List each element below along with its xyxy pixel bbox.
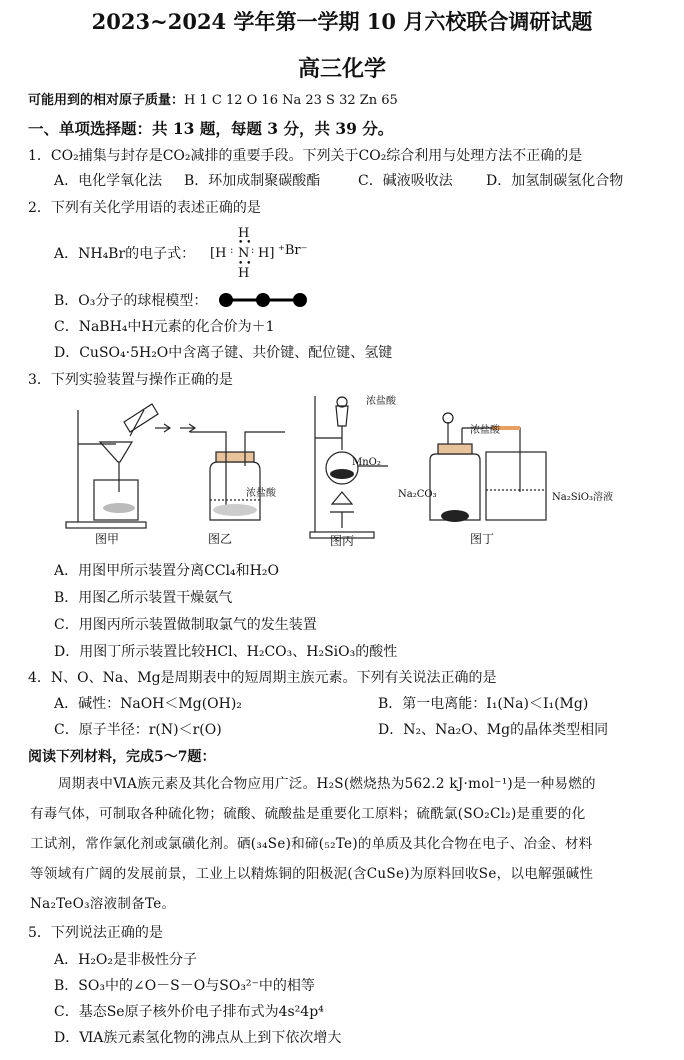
q1-option-a: A．电化学氧化法 (54, 173, 163, 189)
q5-stem: 5．下列说法正确的是 (28, 925, 163, 941)
fig-bing-conc-hcl: 浓盐酸 (366, 396, 396, 407)
fig-ding-conc-hcl: 浓盐酸 (470, 425, 500, 436)
fig-label-yi: 图乙 (208, 532, 233, 546)
q2-stem: 2．下列有关化学用语的表述正确的是 (28, 200, 261, 216)
atomic-masses-label: 可能用到的相对原子质量： (28, 93, 185, 108)
fig-yi-conc-hcl: 浓盐酸 (246, 488, 276, 499)
atomic-masses (28, 92, 398, 110)
q3-option-d: D．用图丁所示装置比较HCl、H₂CO₃、H₂SiO₃的酸性 (54, 644, 398, 660)
fig-label-bing: 图丙 (330, 534, 355, 548)
electron-dots-right: : (251, 245, 255, 256)
q5-option-d: D．ⅥA族元素氢化物的沸点从上到下依次增大 (54, 1030, 342, 1046)
reading-line-3: 工试剂，常作氯化剂或氯磺化剂。硒(₃₄Se)和碲(₅₂Te)的单质及其化合物在电子、冶金、材料 (30, 836, 593, 852)
fig-bing-mno2: MnO₂ (352, 457, 381, 468)
exam-title: 2023~2024 学年第一学期 10 月六校联合调研试题 (91, 9, 593, 34)
section-title: 一、单项选择题：共 13 题，每题 3 分，共 39 分。 (28, 119, 394, 138)
q3-option-b: B．用图乙所示装置干燥氨气 (54, 590, 233, 606)
q1-stem: 1．CO₂捕集与封存是CO₂减排的重要手段。下列关于CO₂综合利用与处理方法不正确的是 (28, 148, 583, 164)
reading-line-5: Na₂TeO₃溶液制备Te。 (30, 896, 176, 912)
electron-n: N (238, 246, 250, 261)
q2-option-a: A．NH₄Br的电子式： (54, 246, 196, 262)
q1-option-b: B．环加成制聚碳酸酯 (184, 173, 321, 189)
electron-charge: ⁺Br⁻ (278, 243, 308, 258)
atomic-masses-values: H 1 C 12 O 16 Na 23 S 32 Zn 65 (184, 93, 398, 108)
reading-line-1: 周期表中ⅥA族元素及其化合物应用广泛。H₂S(燃烧热为562.2 kJ·mol⁻¹)是一种易燃的 (58, 776, 596, 792)
q3-stem: 3．下列实验装置与操作正确的是 (28, 372, 233, 388)
electron-right: H] (258, 246, 275, 261)
q4-stem: 4．N、O、Na、Mg是周期表中的短周期主族元素。下列有关说法正确的是 (28, 670, 497, 686)
q4-option-a: A．碱性：NaOH＜Mg(OH)₂ (54, 696, 242, 712)
o3-ball-stick-model (218, 291, 308, 309)
fig-label-ding: 图丁 (470, 532, 495, 546)
q5-option-b: B．SO₃中的∠O－S－O与SO₃²⁻中的相等 (54, 978, 315, 994)
electron-dots-left: : (230, 245, 234, 256)
subject-title: 高三化学 (297, 56, 386, 82)
q3-option-a: A．用图甲所示装置分离CCl₄和H₂O (54, 563, 279, 579)
q4-option-c: C．原子半径：r(N)＜r(O) (54, 722, 222, 738)
q2-option-c: C．NaBH₄中H元素的化合价为＋1 (54, 319, 275, 335)
fig-ding-na2co3: Na₂CO₃ (398, 489, 437, 500)
q5-option-c: C．基态Se原子核外价电子排布式为4s²4p⁴ (54, 1004, 324, 1020)
reading-line-4: 等领域有广阔的发展前景，工业上以精炼铜的阳极泥(含CuSe)为原料回收Se，以电解强碱性 (30, 866, 594, 882)
electron-h-top: H (238, 226, 250, 241)
fig-label-jia: 图甲 (95, 532, 120, 546)
electron-dots-top: • • (238, 238, 252, 248)
reading-line-2: 有毒气体，可制取各种硫化物；硫酸、硫酸盐是重要化工原料；硫酰氯(SO₂Cl₂)是重要的化 (30, 806, 586, 822)
q3-option-c: C．用图丙所示装置做制取氯气的发生装置 (54, 617, 317, 633)
q1-option-d: D．加氢制碳氢化合物 (486, 173, 624, 189)
q3-apparatus-figure (60, 392, 620, 554)
q2-option-b: B．O₃分子的球棍模型： (54, 293, 208, 309)
fig-ding-na2sio3: Na₂SiO₃溶液 (552, 492, 613, 503)
q1-option-c: C．碱液吸收法 (358, 173, 453, 189)
q2-option-d: D．CuSO₄·5H₂O中含离子键、共价键、配位键、氢键 (54, 345, 393, 361)
electron-left: [H (210, 246, 227, 261)
electron-h-bottom: H (238, 266, 250, 281)
q4-option-b: B．第一电离能：I₁(Na)＜I₁(Mg) (378, 696, 589, 712)
electron-formula (200, 226, 320, 288)
q5-option-a: A．H₂O₂是非极性分子 (54, 952, 198, 968)
reading-heading: 阅读下列材料，完成5～7题： (28, 749, 216, 765)
electron-dots-bottom: • • (238, 259, 252, 269)
q4-option-d: D．N₂、Na₂O、Mg的晶体类型相同 (378, 722, 609, 738)
